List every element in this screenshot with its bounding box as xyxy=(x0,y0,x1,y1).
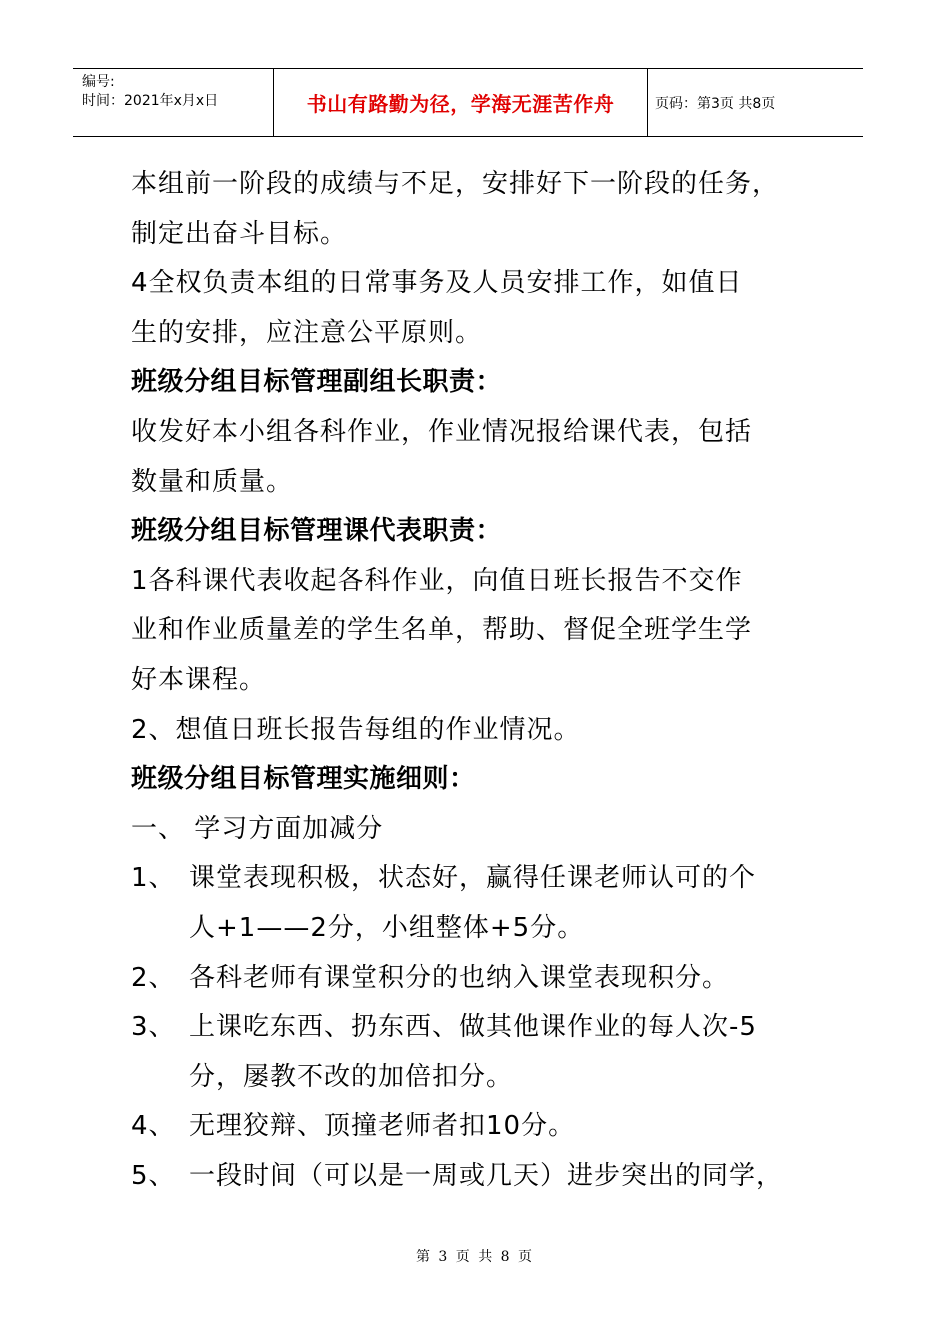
text-line: 生的安排，应注意公平原则。 xyxy=(131,317,483,348)
item-number: 5、 xyxy=(131,1160,176,1191)
item-text: 课堂表现积极，状态好，赢得任课老师认可的个 xyxy=(189,863,757,894)
item-continuation: 分，屡教不改的加倍扣分。 xyxy=(189,1061,514,1092)
item-text: 无理狡辩、顶撞老师者扣10分。 xyxy=(189,1111,576,1142)
item-number: 4、 xyxy=(131,1111,176,1142)
heading-representative: 班级分组目标管理课代表职责： xyxy=(131,516,503,547)
header-page-info: 页码：第3页 共8页 xyxy=(655,95,776,112)
item-text: 各科老师有课堂积分的也纳入课堂表现积分。 xyxy=(189,962,730,993)
text-line: 本组前一阶段的成绩与不足，安排好下一阶段的任务， xyxy=(131,169,780,199)
text-line: 好本课程。 xyxy=(131,664,267,695)
list-item xyxy=(131,954,831,1004)
document-body xyxy=(131,160,831,1201)
text-line: 数量和质量。 xyxy=(131,466,294,497)
list-item xyxy=(131,1003,831,1053)
item-text: 上课吃东西、扔东西、做其他课作业的每人次-5 xyxy=(189,1012,757,1043)
heading-rules: 班级分组目标管理实施细则： xyxy=(131,764,476,795)
item-number: 1、 xyxy=(131,863,176,894)
list-item xyxy=(131,854,831,904)
heading-vice-leader: 班级分组目标管理副组长职责： xyxy=(131,367,503,398)
list-item xyxy=(131,1152,831,1202)
date-line: 时间：2021年x月x日 xyxy=(82,93,219,109)
item-continuation: 人+1——2分，小组整体+5分。 xyxy=(189,912,585,943)
item-number: 2、 xyxy=(131,962,176,993)
section-heading: 一、 学习方面加减分 xyxy=(131,813,384,844)
page-footer: 第 3 页 共 8 页 xyxy=(415,1249,535,1265)
text-line: 制定出奋斗目标。 xyxy=(131,218,348,249)
code-label: 编号: xyxy=(82,74,115,90)
header-table xyxy=(73,68,863,137)
text-line: 收发好本小组各科作业，作业情况报给课代表，包括 xyxy=(131,416,753,447)
header-meta xyxy=(73,69,274,136)
list-item xyxy=(131,1102,831,1152)
text-line: 业和作业质量差的学生名单，帮助、督促全班学生学 xyxy=(131,615,753,646)
header-motto: 书山有路勤为径，学海无涯苦作舟 xyxy=(274,69,648,136)
item-number: 3、 xyxy=(131,1012,176,1043)
text-line: 4全权负责本组的日常事务及人员安排工作，如值日 xyxy=(131,268,743,299)
item-text: 一段时间（可以是一周或几天）进步突出的同学， xyxy=(189,1160,784,1191)
text-line: 1各科课代表收起各科作业，向值日班长报告不交作 xyxy=(131,565,743,596)
text-line: 2、想值日班长报告每组的作业情况。 xyxy=(131,714,581,745)
